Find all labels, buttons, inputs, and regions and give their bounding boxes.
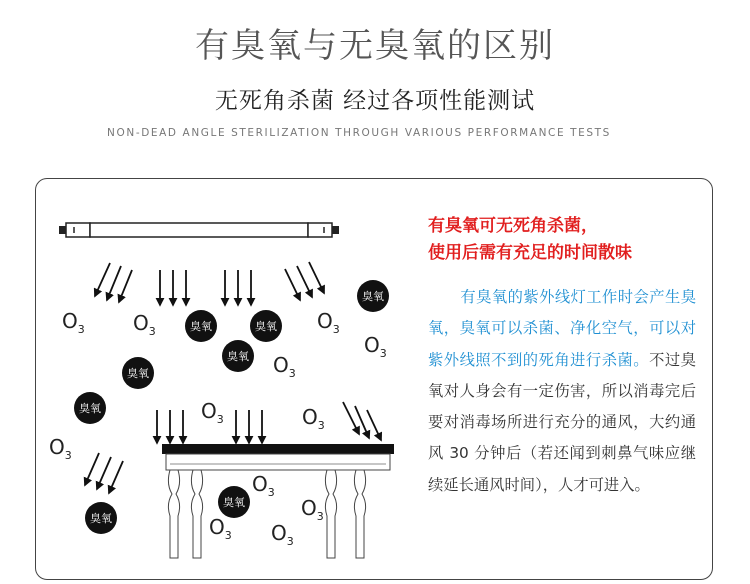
ozone-symbol: $O_3$ [364,333,387,360]
headline [428,213,698,267]
ozone-sterilization-illustration [35,178,415,580]
svg-text:臭氧: 臭氧 [223,496,245,509]
ozone-badge [222,340,254,372]
svg-text:臭氧: 臭氧 [90,512,112,525]
ozone-symbol: $O_3$ [271,521,294,548]
ozone-symbol: $O_3$ [252,472,275,499]
ozone-badge [357,280,389,312]
page-tagline: NON-DEAD ANGLE STERILIZATION THROUGH VARIOUS PERFORMANCE TESTS [107,127,611,139]
ozone-badge [218,486,250,518]
uv-rays-top [95,262,324,305]
ozone-badge [85,502,117,534]
ozone-badge [74,392,106,424]
ozone-symbol: $O_3$ [49,435,72,462]
svg-text:臭氧: 臭氧 [362,290,384,303]
svg-text:臭氧: 臭氧 [227,350,249,363]
headline-line-1: 有臭氧可无死角杀菌， [428,216,598,236]
svg-text:臭氧: 臭氧 [190,320,212,333]
page-subtitle: 无死角杀菌 经过各项性能测试 [214,88,536,114]
svg-text:臭氧: 臭氧 [79,402,101,415]
ozone-badge [122,357,154,389]
ozone-symbol: $O_3$ [209,515,232,542]
ozone-badge [250,310,282,342]
ozone-symbol: $O_3$ [301,496,324,523]
ozone-symbol: $O_3$ [62,309,85,336]
ozone-symbol: $O_3$ [201,399,224,426]
ozone-symbol: $O_3$ [302,405,325,432]
uv-lamp-icon [59,223,339,237]
ozone-symbol: $O_3$ [133,311,156,338]
description-paragraph [428,282,696,501]
svg-text:臭氧: 臭氧 [127,367,149,380]
svg-text:臭氧: 臭氧 [255,320,277,333]
headline-line-2: 使用后需有充足的时间散味 [428,243,632,263]
description-dark-text: 不过臭氧对人身会有一定伤害，所以消毒完后要对消毒场所进行充分的通风，大约通风 30 分钟后（若还闻到刺鼻气味应继续延长通风时间），人才可进入。 [428,350,696,494]
description-blue-text: 有臭氧的紫外线灯工作时会产生臭氧，臭氧可以杀菌、净化空气，可以对紫外线照不到的死角进行杀菌。 [428,288,696,369]
ozone-symbol: $O_3$ [317,309,340,336]
ozone-symbol: $O_3$ [273,353,296,380]
page-title: 有臭氧与无臭氧的区别 [195,26,555,66]
ozone-badge [185,310,217,342]
